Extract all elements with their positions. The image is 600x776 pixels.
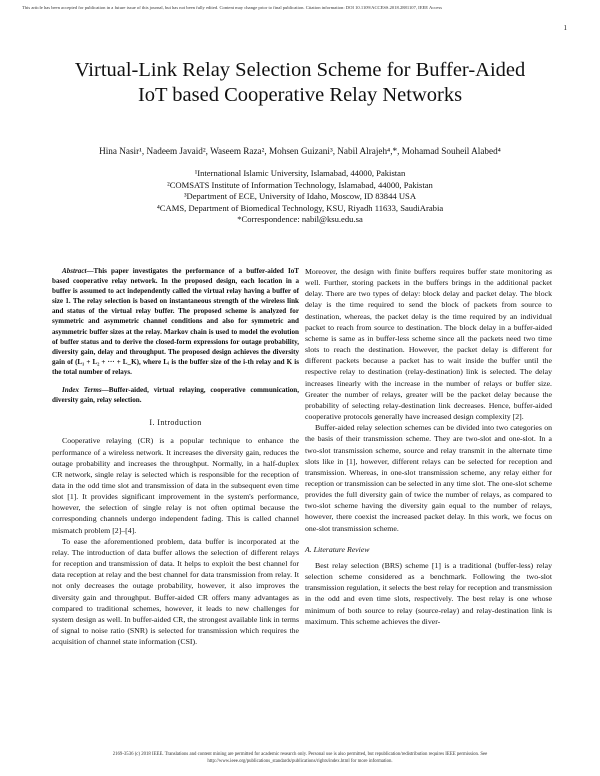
index-terms-label: Index Terms (62, 386, 102, 395)
abstract (52, 266, 299, 377)
right-paragraph-2: Buffer-aided relay selection schemes can be divided into two categories on the basis of their transmission scheme. They are two-slot and one-slot. In a two-slot transmission scheme, source and relay transmit in the alternate time slots like in [1], however, different relays can be selected for reception and transmission. Whereas, in one-slot transmission scheme, any relay either for reception or transmission can be selected in any time slot. The one-slot scheme provides the full diversity gain of twice the number of relays, as compared to two-slot scheme having the diversity gain equal to the number of relays, however, there coexist the increased packet delay. In this work, we focus on one-slot transmission scheme. (305, 423, 552, 533)
affiliation-3: ³Department of ECE, University of Idaho, Moscow, ID 83844 USA (183, 191, 417, 202)
left-column (52, 266, 299, 647)
index-terms-text: —Buffer-aided, virtual relaying, cooperative communication, diversity gain, relay selection. (52, 386, 299, 405)
page-number: 1 (563, 24, 567, 32)
copyright-footer (30, 751, 570, 765)
affiliation-1: ¹International Islamic University, Islamabad, 44000, Pakistan (194, 168, 406, 178)
right-column (305, 266, 552, 627)
paper-title: Virtual-Link Relay Selection Scheme for Buffer-Aided IoT based Cooperative Relay Networks (74, 59, 526, 106)
footer-line-1: 2169-3536 (c) 2018 IEEE. Translations and content mining are permitted for academic research only. Personal use is also permitted, but republication/redistribution requires IEEE permission. See (112, 752, 488, 757)
index-terms (52, 385, 299, 405)
affiliations (40, 168, 560, 226)
literature-review-paragraph: Best relay selection (BRS) scheme [1] is a traditional (buffer-less) relay selection scheme considered as a benchmark. Following the two-slot transmission regulation, it selects the best relay for reception and transmission in the odd and even time slots, respectively. The best relay is one whose minimum of both source to relay (source-relay) and relay-destination link is maximum. This scheme achieves the diver- (305, 560, 552, 626)
section-heading-introduction: I. Introduction (149, 418, 202, 428)
footer-line-2: http://www.ieee.org/publications_standards/publications/rights/index.html for more information. (207, 759, 393, 764)
publication-notice: This article has been accepted for publication in a future issue of this journal, but has not been fully edited. Content may change prior to final publication. Citation information: DOI 10.1109/ACCESS.2018.2881107, IEEE Access (22, 5, 443, 10)
author-list: Hina Nasir¹, Nadeem Javaid², Waseem Raza², Mohsen Guizani³, Nabil Alrajeh⁴,*, Mohamad Souheil Alabed⁴ (99, 146, 501, 156)
abstract-label: Abstract (62, 267, 87, 275)
right-paragraph-1: Moreover, the design with finite buffers requires buffer state monitoring as well. Further, storing packets in the buffers brings in the additional packet delay. There are two types of delay: block delay and packet delay. The block delay is the time required to send the block of packets from source to destination, whereas, the packet delay is the time required by an individual packet to reach from source to destination. The block delay in a buffer-aided scheme is same as in buffer-less scheme since all the packets need two time slots to reach the destination. However, the packet delay is different for different packets because a packet has to wait inside the buffer until the respective relay to destination (relay-destination) link is selected. The delay increases linearly with the increase in the number of relays or buffer size. Greater the number of relays, greater will be the packet delay because the probability of selecting relay-destination link decreases. Hence, buffer-aided cooperative protocols generally have increased design complexity [2]. (305, 267, 552, 422)
correspondence: *Correspondence: nabil@ksu.edu.sa (237, 214, 363, 225)
affiliation-4: ⁴CAMS, Department of Biomedical Technology, KSU, Riyadh 11633, SaudiArabia (156, 202, 444, 213)
intro-paragraph-1: Cooperative relaying (CR) is a popular technique to enhance the performance of a wireless network. It increases the diversity gain, reduces the outage probability and increases the throughput. Normally, in a half-duplex CR network, single relay is selected which is responsible for the reception of data in the odd time slot and transmission of data in the subsequent even time slot [1]. It provides significant improvement in the system's performance, however, the selection of single relay is not often optimal because the corresponding channels undergo independent fading. This is called channel mismatch problem [2]–[4]. (52, 436, 299, 535)
subsection-heading-literature-review: A. Literature Review (305, 544, 370, 554)
abstract-text: —This paper investigates the performance of a buffer-aided IoT based cooperative relay network. In the proposed design, each location in a buffer is assumed to act independently called the virtual relay having a buffer of size 1. The relay selection is based on instantaneous strength of the wireless link and status of the virtual relay buffer. The proposed scheme is analyzed for symmetric and asymmetric channel conditions and also for symmetric and asymmetric buffer sizes at the relay. Markov chain is used to model the evolution of buffer status and to derive the closed-form expressions for outage probability, diversity gain, delay and throughput. The proposed design achieves the diversity gain of (L₁ + L₂ + ··· + L_K), where Lᵢ is the buffer size of the i-th relay and K is the total number of relays. (52, 267, 299, 376)
affiliation-2: ²COMSATS Institute of Information Technology, Islamabad, 44000, Pakistan (167, 179, 433, 190)
intro-paragraph-2: To ease the aforementioned problem, data buffer is incorporated at the relay. The introduction of data buffer allows the selection of different relays for reception and transmission of data. It helps to exploit the best channel for data reception at relay and the best channel for data transmission from relay. It not only decreases the outage probability, however, it also improves the diversity gain and throughput. Buffer-aided CR offers many advantages as compared to traditional schemes, however, it leads to new challenges for system design as well. In buffer-aided CR, the strongest available link in terms of signal to noise ratio (SNR) is selected for transmission which requires the acquisition of channel state information (CSI). (52, 536, 299, 647)
